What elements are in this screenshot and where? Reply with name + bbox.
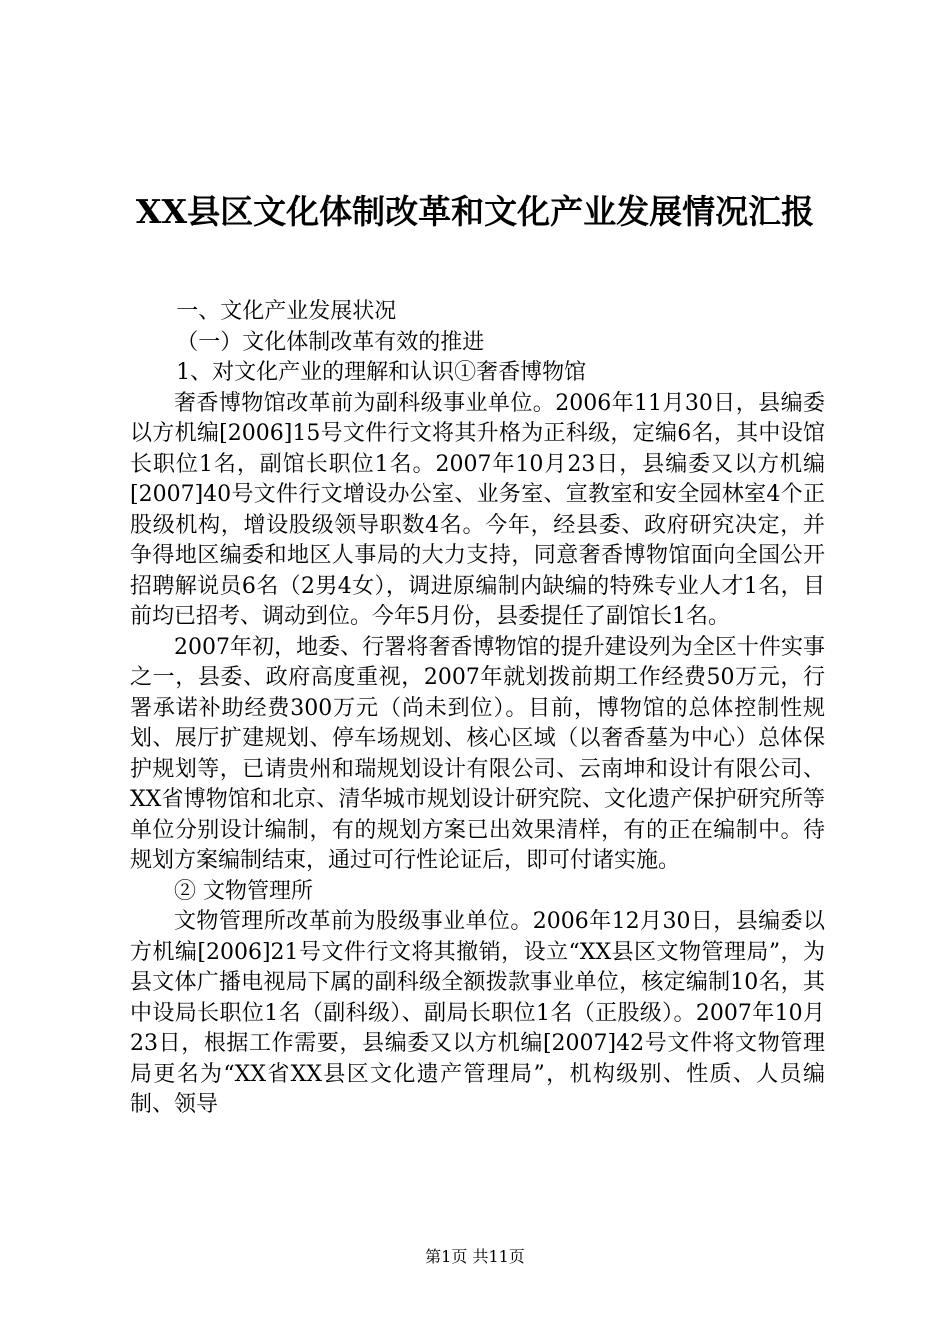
item-heading: ② 文物管理所 xyxy=(174,878,313,904)
body-paragraph: 2007年初，地委、行署将奢香博物馆的提升建设列为全区十件实事之一，县委、政府高度重视，2007年就划拨前期工作经费50万元，行署承诺补助经费300万元（尚未到位）。目前，博物馆的总体控制性规划、展厅扩建规划、停车场规划、核心区域（以奢香墓为中心）总体保护规划等，已请贵州和瑞规划设计有限公司、云南坤和设计有限公司、XX省博物馆和北京、清华城市规划设计研究院、文化遗产保护研究所等单位分别设计编制，有的规划方案已出效果清样，有的正在编制中。待规划方案编制结束，通过可行性论证后，即可付诸实施。 xyxy=(130,634,825,873)
body-paragraph: 文物管理所改革前为股级事业单位。2006年12月30日，县编委以方机编[2006]21号文件行文将其撤销，设立“XX县区文物管理局”，为县文体广播电视局下属的副科级全额拨款事业单位，核定编制10名，其中设局长职位1名（副科级）、副局长职位1名（正股级）。2007年10月23日，根据工作需要，县编委又以方机编[2007]42号文件将文物管理局更名为“XX省XX县区文化遗产管理局”，机构级别、性质、人员编制、领导 xyxy=(130,909,825,1117)
document-body xyxy=(130,297,825,1121)
document-title: XX县区文化体制改革和文化产业发展情况汇报 xyxy=(135,192,815,231)
body-paragraph: 奢香博物馆改革前为副科级事业单位。2006年11月30日，县编委以方机编[2006]15号文件行文将其升格为正科级，定编6名，其中设馆长职位1名，副馆长职位1名。2007年10月23日，县编委又以方机编[2007]40号文件行文增设办公室、业务室、宣教室和安全园林室4个正股级机构，增设股级领导职数4名。今年，经县委、政府研究决定，并争得地区编委和地区人事局的大力支持，同意奢香博物馆面向全国公开招聘解说员6名（2男4女），调进原编制内缺编的特殊专业人才1名，目前均已招考、调动到位。今年5月份，县委提任了副馆长1名。 xyxy=(130,390,825,629)
section-heading: 一、文化产业发展状况 xyxy=(176,299,397,324)
subsection-heading: （一）文化体制改革有效的推进 xyxy=(176,329,485,355)
item-heading: 1、对文化产业的理解和认识①奢香博物馆 xyxy=(176,360,587,385)
page-footer: 第1页 共11页 xyxy=(425,1247,525,1266)
